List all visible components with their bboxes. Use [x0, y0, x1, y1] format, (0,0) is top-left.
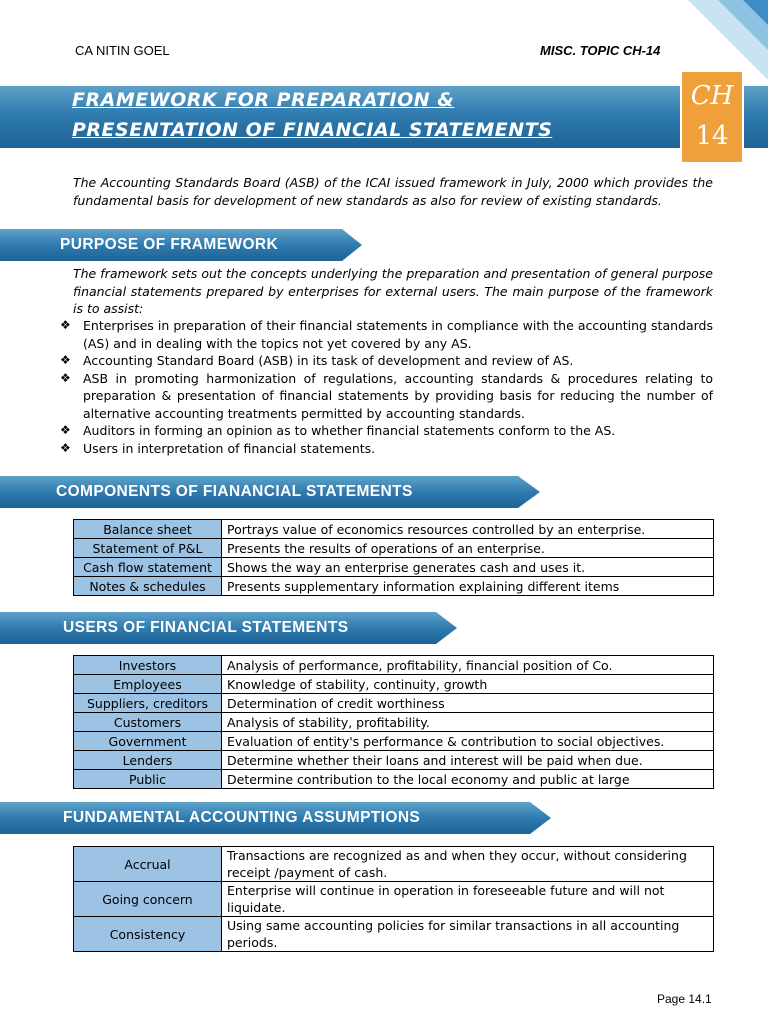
- list-item: ❖ ASB in promoting harmonization of regulations, accounting standards & procedures relating to preparation & presentation of financial statements by providing basis for reducing the number of alternative accounting treatments permitted by accounting standards.: [60, 370, 713, 421]
- title-line-2: PRESENTATION OF FINANCIAL STATEMENTS: [72, 119, 553, 141]
- diamond-bullet-icon: ❖: [60, 353, 71, 367]
- purpose-bullet-list: [60, 317, 713, 457]
- title-line-1: FRAMEWORK FOR PREPARATION &: [72, 89, 455, 111]
- components-table: [73, 519, 714, 596]
- section-heading-users: USERS OF FINANCIAL STATEMENTS: [63, 619, 349, 636]
- table-row: Consistency Using same accounting policies for similar transactions in all accounting periods.: [74, 917, 714, 952]
- table-row: Government Evaluation of entity's performance & contribution to social objectives.: [74, 732, 714, 751]
- list-item: ❖ Accounting Standard Board (ASB) in its task of development and review of AS.: [60, 353, 574, 368]
- section-banner-users: [0, 612, 457, 644]
- chapter-badge: [680, 72, 744, 162]
- table-row: Investors Analysis of performance, profitability, financial position of Co.: [74, 656, 714, 675]
- section-banner-assumptions: [0, 802, 551, 834]
- chapter-label: CH: [690, 81, 734, 111]
- author-name: CA NITIN GOEL: [75, 43, 170, 58]
- table-row: Employees Knowledge of stability, continuity, growth: [74, 675, 714, 694]
- list-item: ❖ Auditors in forming an opinion as to whether financial statements conform to the AS.: [60, 423, 616, 438]
- section-heading-components: COMPONENTS OF FIANANCIAL STATEMENTS: [56, 483, 413, 500]
- section-banner-components: [0, 476, 540, 508]
- table-row: Suppliers, creditors Determination of credit worthiness: [74, 694, 714, 713]
- table-row: Notes & schedules Presents supplementary information explaining different items: [74, 577, 714, 596]
- table-row: Going concern Enterprise will continue in operation in foreseeable future and will not liquidate.: [74, 882, 714, 917]
- chapter-number: 14: [695, 121, 729, 151]
- assumptions-table: [73, 846, 714, 952]
- section-heading-assumptions: FUNDAMENTAL ACCOUNTING ASSUMPTIONS: [63, 809, 421, 826]
- list-item: ❖ Users in interpretation of financial statements.: [60, 440, 376, 456]
- table-row: Public Determine contribution to the local economy and public at large: [74, 770, 714, 789]
- table-row: Customers Analysis of stability, profitability.: [74, 713, 714, 732]
- table-row: Statement of P&L Presents the results of operations of an enterprise.: [74, 539, 714, 558]
- section-heading-purpose: PURPOSE OF FRAMEWORK: [60, 236, 279, 253]
- list-item: ❖ Enterprises in preparation of their financial statements in compliance with the accounting standards (AS) and in dealing with the topics not yet covered by any AS.: [60, 318, 713, 351]
- table-row: Cash flow statement Shows the way an enterprise generates cash and uses it.: [74, 558, 714, 577]
- diamond-bullet-icon: ❖: [60, 318, 71, 332]
- purpose-intro: The framework sets out the concepts underlying the preparation and presentation of general purpose financial statements prepared by enterprises for external users. The main purpose of the framework is to assist:: [73, 266, 713, 316]
- intro-paragraph: The Accounting Standards Board (ASB) of the ICAI issued framework in July, 2000 which provides the fundamental basis for development of new standards as also for review of existing standards.: [73, 175, 713, 208]
- table-row: Accrual Transactions are recognized as and when they occur, without considering receipt /payment of cash.: [74, 847, 714, 882]
- users-table: [73, 655, 714, 789]
- diamond-bullet-icon: ❖: [60, 440, 71, 455]
- section-banner-purpose: [0, 229, 362, 261]
- page-number: Page 14.1: [657, 992, 712, 1006]
- topic-label: MISC. TOPIC CH-14: [540, 43, 661, 58]
- diamond-bullet-icon: ❖: [60, 370, 71, 385]
- diamond-bullet-icon: ❖: [60, 423, 71, 437]
- table-row: Lenders Determine whether their loans and interest will be paid when due.: [74, 751, 714, 770]
- table-row: Balance sheet Portrays value of economics resources controlled by an enterprise.: [74, 520, 714, 539]
